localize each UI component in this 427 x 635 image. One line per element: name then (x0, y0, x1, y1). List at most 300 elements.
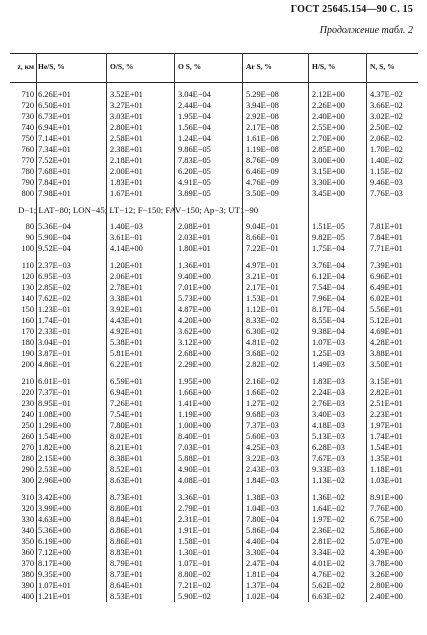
value-cell: 1.41E+00 (178, 399, 211, 408)
value-cell: 2.17E−08 (246, 123, 279, 132)
value-cell: 7.71E+01 (370, 244, 403, 253)
value-cell: 2.55E+00 (312, 123, 345, 132)
altitude-cell: 140 (21, 294, 34, 303)
table-row (10, 293, 418, 304)
value-cell: 3.04E−04 (178, 90, 211, 99)
value-cell: 1.13E−02 (312, 476, 345, 485)
value-cell: 4.39E+00 (370, 548, 403, 557)
column-divider (106, 53, 107, 602)
value-cell: 8.80E+01 (110, 504, 143, 513)
value-cell: 3.68E−02 (246, 349, 279, 358)
value-cell: 1.53E−01 (246, 294, 279, 303)
value-cell: 1.64E−02 (312, 504, 345, 513)
value-cell: 6.95E−03 (38, 272, 71, 281)
table-row (10, 464, 418, 475)
table-row (10, 525, 418, 536)
value-cell: 4.28E+01 (370, 338, 403, 347)
value-cell: 4.14E+00 (110, 244, 143, 253)
value-cell: 4.69E+01 (370, 327, 403, 336)
value-cell: 2.96E+00 (38, 476, 71, 485)
column-divider (36, 53, 37, 602)
table-row (10, 100, 418, 111)
value-cell: 5.90E−02 (178, 592, 211, 601)
column-header: H/S, % (312, 62, 336, 71)
column-header: z, км (17, 62, 34, 71)
value-cell: 7.81E+01 (370, 222, 403, 231)
altitude-cell: 230 (21, 399, 34, 408)
value-cell: 6.26E+01 (38, 90, 71, 99)
value-cell: 3.50E+01 (370, 360, 403, 369)
altitude-cell: 260 (21, 432, 34, 441)
table-row (10, 580, 418, 591)
column-divider (366, 53, 367, 602)
altitude-cell: 180 (21, 338, 34, 347)
value-cell: 3.62E+00 (178, 327, 211, 336)
altitude-cell: 150 (21, 305, 34, 314)
value-cell: 8.17E+00 (38, 559, 71, 568)
altitude-cell: 370 (21, 559, 34, 568)
altitude-cell: 240 (21, 410, 34, 419)
table-row (10, 431, 418, 442)
value-cell: 5.36E−04 (38, 222, 71, 231)
value-cell: 7.26E+01 (110, 399, 143, 408)
value-cell: 1.49E−03 (312, 360, 345, 369)
value-cell: 4.81E−02 (246, 338, 279, 347)
value-cell: 8.38E+01 (110, 454, 143, 463)
value-cell: 1.36E+01 (178, 261, 211, 270)
value-cell: 3.27E+01 (110, 101, 143, 110)
value-cell: 6.94E+01 (38, 123, 71, 132)
value-cell: 2.40E+00 (312, 112, 345, 121)
table-row (10, 221, 418, 232)
altitude-cell: 270 (21, 443, 34, 452)
table-row (10, 122, 418, 133)
value-cell: 1.74E−01 (38, 316, 71, 325)
value-cell: 7.62E−02 (38, 294, 71, 303)
value-cell: 7.34E+01 (38, 145, 71, 154)
value-cell: 2.23E+01 (370, 410, 403, 419)
table-row (10, 188, 418, 199)
value-cell: 3.02E−02 (370, 112, 403, 121)
value-cell: 9.68E−03 (246, 410, 279, 419)
altitude-cell: 310 (21, 493, 34, 502)
value-cell: 5.73E+00 (178, 294, 211, 303)
value-cell: 2.78E+01 (110, 283, 143, 292)
value-cell: 3.92E+01 (110, 305, 143, 314)
value-cell: 5.36E+00 (38, 526, 71, 535)
table-row (10, 409, 418, 420)
value-cell: 1.03E+01 (370, 476, 403, 485)
value-cell: 1.56E−04 (178, 123, 211, 132)
value-cell: 4.18E−03 (312, 421, 345, 430)
table-row (10, 514, 418, 525)
value-cell: 3.26E+00 (370, 570, 403, 579)
value-cell: 1.27E−02 (246, 399, 279, 408)
value-cell: 1.84E−03 (246, 476, 279, 485)
value-cell: 1.67E+01 (110, 189, 143, 198)
value-cell: 7.37E−01 (38, 388, 71, 397)
altitude-cell: 730 (21, 112, 34, 121)
altitude-cell: 200 (21, 360, 34, 369)
value-cell: 9.52E−04 (38, 244, 71, 253)
value-cell: 8.95E−01 (38, 399, 71, 408)
value-cell: 2.03E+01 (178, 233, 211, 242)
altitude-cell: 300 (21, 476, 34, 485)
column-header: O S, % (178, 62, 202, 71)
value-cell: 1.07E+01 (38, 581, 71, 590)
value-cell: 2.85E+00 (312, 145, 345, 154)
value-cell: 3.40E−03 (312, 410, 345, 419)
table-row (10, 591, 418, 602)
table-row (10, 475, 418, 486)
value-cell: 1.82E+00 (38, 443, 71, 452)
value-cell: 2.29E+00 (178, 360, 211, 369)
value-cell: 3.42E+00 (38, 493, 71, 502)
value-cell: 8.53E+01 (110, 592, 143, 601)
value-cell: 3.30E+00 (312, 178, 345, 187)
table-row (10, 492, 418, 503)
value-cell: 1.40E−03 (110, 222, 143, 231)
value-cell: 8.64E+01 (110, 581, 143, 590)
value-cell: 6.49E+01 (370, 283, 403, 292)
table-row (10, 232, 418, 243)
value-cell: 2.68E+00 (178, 349, 211, 358)
value-cell: 5.62E−02 (312, 581, 345, 590)
value-cell: 3.52E+01 (110, 90, 143, 99)
value-cell: 2.37E−03 (38, 261, 71, 270)
column-divider (308, 53, 309, 602)
value-cell: 1.12E−01 (246, 305, 279, 314)
column-header: Ar S, % (246, 62, 272, 71)
value-cell: 8.63E+01 (110, 476, 143, 485)
value-cell: 9.38E−04 (312, 327, 345, 336)
value-cell: 3.94E−08 (246, 101, 279, 110)
value-cell: 8.84E+01 (110, 515, 143, 524)
value-cell: 7.21E−02 (178, 581, 211, 590)
altitude-cell: 170 (21, 327, 34, 336)
value-cell: 1.30E−01 (178, 548, 211, 557)
table-block-5 (10, 492, 418, 602)
altitude-cell: 750 (21, 134, 34, 143)
value-cell: 2.81E−02 (312, 537, 345, 546)
table-row (10, 133, 418, 144)
value-cell: 7.83E−05 (178, 156, 211, 165)
table-row (10, 271, 418, 282)
altitude-cell: 360 (21, 548, 34, 557)
value-cell: 5.13E−03 (312, 432, 345, 441)
value-cell: 8.73E+01 (110, 493, 143, 502)
value-cell: 7.76E−03 (370, 189, 403, 198)
value-cell: 6.59E+01 (110, 377, 143, 386)
value-cell: 7.01E+00 (178, 283, 211, 292)
value-cell: 2.00E+01 (110, 167, 143, 176)
value-cell: 8.83E+01 (110, 548, 143, 557)
value-cell: 6.73E+01 (38, 112, 71, 121)
table-row (10, 547, 418, 558)
value-cell: 1.95E+00 (178, 377, 211, 386)
table-row (10, 111, 418, 122)
table-row (10, 166, 418, 177)
parameters-line: D−1; LAT−80; LON−45; LT−12; F−150; FAV−150; Ap−3; UT1−90 (18, 205, 259, 215)
value-cell: 5.81E+01 (110, 349, 143, 358)
value-cell: 3.66E−02 (370, 101, 403, 110)
value-cell: 1.38E−03 (246, 493, 279, 502)
table-block-2 (10, 221, 418, 254)
value-cell: 9.40E+00 (178, 272, 211, 281)
value-cell: 2.53E+00 (38, 465, 71, 474)
altitude-cell: 250 (21, 421, 34, 430)
value-cell: 4.25E−03 (246, 443, 279, 452)
value-cell: 3.88E+01 (370, 349, 403, 358)
column-header: N, S, % (370, 62, 395, 71)
value-cell: 2.26E+00 (312, 101, 345, 110)
value-cell: 3.50E−09 (246, 189, 279, 198)
altitude-cell: 90 (25, 233, 34, 242)
value-cell: 1.91E−01 (178, 526, 211, 535)
value-cell: 1.29E+00 (38, 421, 71, 430)
table-block-4 (10, 376, 418, 486)
value-cell: 1.19E+00 (178, 410, 211, 419)
value-cell: 3.15E+00 (312, 167, 345, 176)
value-cell: 1.37E−04 (246, 581, 279, 590)
value-cell: 8.52E+01 (110, 465, 143, 474)
value-cell: 2.38E+01 (110, 145, 143, 154)
value-cell: 2.80E+00 (370, 581, 403, 590)
value-cell: 8.80E−02 (178, 570, 211, 579)
value-cell: 8.33E−02 (246, 316, 279, 325)
value-cell: 2.80E+01 (110, 123, 143, 132)
value-cell: 6.01E−01 (38, 377, 71, 386)
altitude-cell: 100 (21, 244, 34, 253)
value-cell: 1.54E+01 (370, 443, 403, 452)
value-cell: 2.92E−08 (246, 112, 279, 121)
table-row (10, 442, 418, 453)
value-cell: 8.73E+01 (110, 570, 143, 579)
value-cell: 2.33E−01 (38, 327, 71, 336)
value-cell: 4.92E+01 (110, 327, 143, 336)
value-cell: 7.68E+01 (38, 167, 71, 176)
value-cell: 7.67E−03 (312, 454, 345, 463)
value-cell: 1.25E−03 (312, 349, 345, 358)
value-cell: 2.15E+00 (38, 454, 71, 463)
value-cell: 1.19E−08 (246, 145, 279, 154)
value-cell: 8.76E−09 (246, 156, 279, 165)
value-cell: 5.86E−04 (246, 526, 279, 535)
value-cell: 3.87E−01 (38, 349, 71, 358)
value-cell: 2.18E+01 (110, 156, 143, 165)
value-cell: 1.66E+00 (178, 388, 211, 397)
value-cell: 7.54E+01 (110, 410, 143, 419)
value-cell: 1.70E−02 (370, 145, 403, 154)
value-cell: 6.96E+01 (370, 272, 403, 281)
table-row (10, 282, 418, 293)
value-cell: 1.58E−01 (178, 537, 211, 546)
altitude-cell: 120 (21, 272, 34, 281)
value-cell: 4.91E−05 (178, 178, 211, 187)
value-cell: 4.76E−02 (312, 570, 345, 579)
value-cell: 3.78E+00 (370, 559, 403, 568)
table-row (10, 144, 418, 155)
altitude-cell: 210 (21, 377, 34, 386)
altitude-cell: 80 (25, 222, 34, 231)
value-cell: 7.96E−04 (312, 294, 345, 303)
value-cell: 1.61E−08 (246, 134, 279, 143)
value-cell: 1.97E+01 (370, 421, 403, 430)
value-cell: 4.76E−09 (246, 178, 279, 187)
table-row (10, 569, 418, 580)
value-cell: 5.29E−08 (246, 90, 279, 99)
altitude-cell: 340 (21, 526, 34, 535)
value-cell: 2.24E−03 (312, 388, 345, 397)
table-row (10, 503, 418, 514)
value-cell: 6.46E−09 (246, 167, 279, 176)
altitude-cell: 760 (21, 145, 34, 154)
altitude-cell: 280 (21, 454, 34, 463)
value-cell: 8.40E−01 (178, 432, 211, 441)
value-cell: 1.04E−03 (246, 504, 279, 513)
value-cell: 9.82E−05 (312, 233, 345, 242)
value-cell: 1.24E−04 (178, 134, 211, 143)
value-cell: 4.63E+00 (38, 515, 71, 524)
value-cell: 3.04E−01 (38, 338, 71, 347)
value-cell: 9.35E+00 (38, 570, 71, 579)
value-cell: 2.51E+01 (370, 399, 403, 408)
value-cell: 3.21E−01 (246, 272, 279, 281)
table-row (10, 536, 418, 547)
table-row (10, 453, 418, 464)
value-cell: 6.02E+01 (370, 294, 403, 303)
altitude-cell: 780 (21, 167, 34, 176)
table-row (10, 376, 418, 387)
altitude-cell: 350 (21, 537, 34, 546)
value-cell: 1.00E+00 (178, 421, 211, 430)
value-cell: 1.97E−02 (312, 515, 345, 524)
value-cell: 8.91E+00 (370, 493, 403, 502)
value-cell: 7.14E+01 (38, 134, 71, 143)
value-cell: 1.07E−01 (178, 559, 211, 568)
value-cell: 4.20E+00 (178, 316, 211, 325)
value-cell: 1.21E+01 (38, 592, 71, 601)
value-cell: 7.54E−04 (312, 283, 345, 292)
value-cell: 3.45E+00 (312, 189, 345, 198)
value-cell: 2.47E−04 (246, 559, 279, 568)
value-cell: 7.98E+01 (38, 189, 71, 198)
altitude-cell: 800 (21, 189, 34, 198)
column-header: O/S, % (110, 62, 134, 71)
table-row (10, 387, 418, 398)
value-cell: 6.12E−04 (312, 272, 345, 281)
value-cell: 2.08E+01 (178, 222, 211, 231)
value-cell: 2.82E−02 (246, 360, 279, 369)
value-cell: 7.52E+01 (38, 156, 71, 165)
altitude-cell: 320 (21, 504, 34, 513)
value-cell: 5.86E+00 (370, 526, 403, 535)
value-cell: 1.51E−05 (312, 222, 345, 231)
value-cell: 5.88E−01 (178, 454, 211, 463)
value-cell: 2.06E−02 (370, 134, 403, 143)
value-cell: 5.38E+01 (110, 338, 143, 347)
altitude-cell: 380 (21, 570, 34, 579)
value-cell: 9.46E−03 (370, 178, 403, 187)
value-cell: 3.36E−01 (178, 493, 211, 502)
table-row (10, 359, 418, 370)
value-cell: 7.12E+00 (38, 548, 71, 557)
value-cell: 5.90E−04 (38, 233, 71, 242)
value-cell: 1.15E−02 (370, 167, 403, 176)
value-cell: 2.70E+00 (312, 134, 345, 143)
value-cell: 3.61E−01 (110, 233, 143, 242)
value-cell: 4.01E−02 (312, 559, 345, 568)
value-cell: 1.08E+00 (38, 410, 71, 419)
value-cell: 8.66E−01 (246, 233, 279, 242)
value-cell: 7.39E+01 (370, 261, 403, 270)
value-cell: 9.33E−03 (312, 465, 345, 474)
value-cell: 7.84E+01 (38, 178, 71, 187)
table-row (10, 348, 418, 359)
value-cell: 4.43E+01 (110, 316, 143, 325)
table-block-3 (10, 260, 418, 370)
value-cell: 2.16E−02 (246, 377, 279, 386)
value-cell: 3.15E+01 (370, 377, 403, 386)
value-cell: 3.76E−04 (312, 261, 345, 270)
table-row (10, 326, 418, 337)
value-cell: 6.94E+01 (110, 388, 143, 397)
value-cell: 6.22E+01 (110, 360, 143, 369)
value-cell: 8.79E+01 (110, 559, 143, 568)
column-divider (174, 53, 175, 602)
value-cell: 2.31E−01 (178, 515, 211, 524)
value-cell: 8.02E+01 (110, 432, 143, 441)
value-cell: 4.86E−01 (38, 360, 71, 369)
value-cell: 1.75E−04 (312, 244, 345, 253)
value-cell: 1.66E−02 (246, 388, 279, 397)
table-row (10, 260, 418, 271)
value-cell: 1.54E+00 (38, 432, 71, 441)
altitude-cell: 390 (21, 581, 34, 590)
value-cell: 7.03E−01 (178, 443, 211, 452)
table-row (10, 558, 418, 569)
value-cell: 1.83E+01 (110, 178, 143, 187)
value-cell: 2.06E+01 (110, 272, 143, 281)
value-cell: 3.00E+00 (312, 156, 345, 165)
value-cell: 1.36E−02 (312, 493, 345, 502)
altitude-cell: 710 (21, 90, 34, 99)
value-cell: 2.79E−01 (178, 504, 211, 513)
table-row (10, 315, 418, 326)
altitude-cell: 790 (21, 178, 34, 187)
data-table (10, 53, 418, 602)
value-cell: 1.35E+01 (370, 454, 403, 463)
value-cell: 3.38E+01 (110, 294, 143, 303)
table-row (10, 155, 418, 166)
value-cell: 8.86E+01 (110, 537, 143, 546)
value-cell: 7.84E+01 (370, 233, 403, 242)
value-cell: 6.30E−02 (246, 327, 279, 336)
value-cell: 7.22E−01 (246, 244, 279, 253)
value-cell: 6.75E+00 (370, 515, 403, 524)
value-cell: 1.80E+01 (178, 244, 211, 253)
value-cell: 2.85E−02 (38, 283, 71, 292)
value-cell: 1.83E−03 (312, 377, 345, 386)
value-cell: 1.74E+01 (370, 432, 403, 441)
table-row (10, 337, 418, 348)
value-cell: 3.34E−02 (312, 548, 345, 557)
altitude-cell: 400 (21, 592, 34, 601)
value-cell: 2.82E+01 (370, 388, 403, 397)
value-cell: 3.89E−05 (178, 189, 211, 198)
value-cell: 8.17E−04 (312, 305, 345, 314)
value-cell: 3.22E−03 (246, 454, 279, 463)
